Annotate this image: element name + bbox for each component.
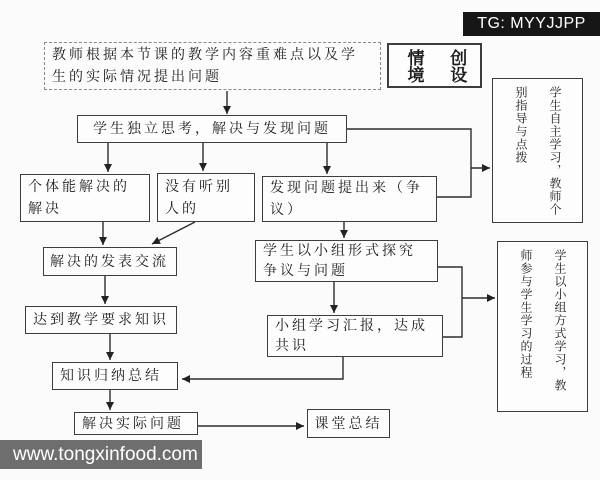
node-not-listened-line2: 人的 [165,200,199,217]
node-group-inquiry-line2: 争议与问题 [263,263,348,279]
arrow-report-to-summary [182,357,343,379]
node-group-inquiry-line1: 学生以小组形式探究 [263,243,416,259]
node-reach-teaching-requirement [25,306,177,334]
node-present-exchange [43,247,177,276]
node-knowledge-summary [52,362,178,390]
node-self-study-guidance-col2: 别指导与点拨 [514,86,528,164]
node-group-report [267,315,443,357]
node-problem-raised-line2: 议） [270,202,304,218]
node-group-learning-process-col1: 学生以小组方式学习，教 [553,249,567,392]
tag-badge [463,12,600,36]
node-not-listened-line1: 没有听别 [165,178,233,195]
node-class-summary [307,409,390,438]
node-self-study-guidance-col1: 学生自主学习，教师个 [548,86,562,216]
node-group-report-line2: 共识 [275,338,309,354]
arrow-notlistened-to-exchange [152,222,195,244]
node-group-report-line1: 小组学习汇报，达成 [275,318,428,334]
node-teacher-question-line1: 教师根据本节课的教学内容重难点以及学 [52,47,358,63]
node-not-listened [157,173,255,222]
node-independent-thinking-line1: 学生独立思考，解决与发现问题 [93,121,331,137]
node-problem-raised-line1: 发现问题提出来（争 [270,180,423,196]
node-self-study-guidance [492,78,583,223]
node-reach-teaching-requirement-line1: 达到教学要求知识 [33,312,169,328]
node-solve-practical-problem-line1: 解决实际问题 [82,415,184,432]
node-group-learning-process [497,241,588,412]
watermark-url-text: www.tongxinfood.com [13,443,198,465]
node-problem-raised [262,176,437,222]
node-group-learning-process-col2: 师参与学生学习的过程 [519,249,533,379]
node-situation-creation [387,43,482,88]
node-teacher-question-line2: 生的实际情况提出问题 [52,69,222,85]
node-class-summary-line1: 课堂总结 [314,415,383,432]
node-knowledge-summary-line1: 知识归纳总结 [60,368,162,384]
node-solve-practical-problem [74,412,198,435]
node-present-exchange-line1: 解决的发表交流 [50,253,169,270]
node-individual-solved-line1: 个体能解决的 [28,179,130,195]
tag-badge-label: TG: MYYJJPP [477,15,586,32]
node-independent-thinking [77,115,347,143]
node-situation-creation-col2: 创设 [446,48,467,83]
node-situation-creation-col1: 情境 [403,48,424,83]
node-teacher-question [44,42,381,90]
node-individual-solved-line2: 解决 [28,201,62,217]
node-group-inquiry [255,240,438,282]
watermark-bar [0,440,202,469]
node-individual-solved [20,174,150,222]
